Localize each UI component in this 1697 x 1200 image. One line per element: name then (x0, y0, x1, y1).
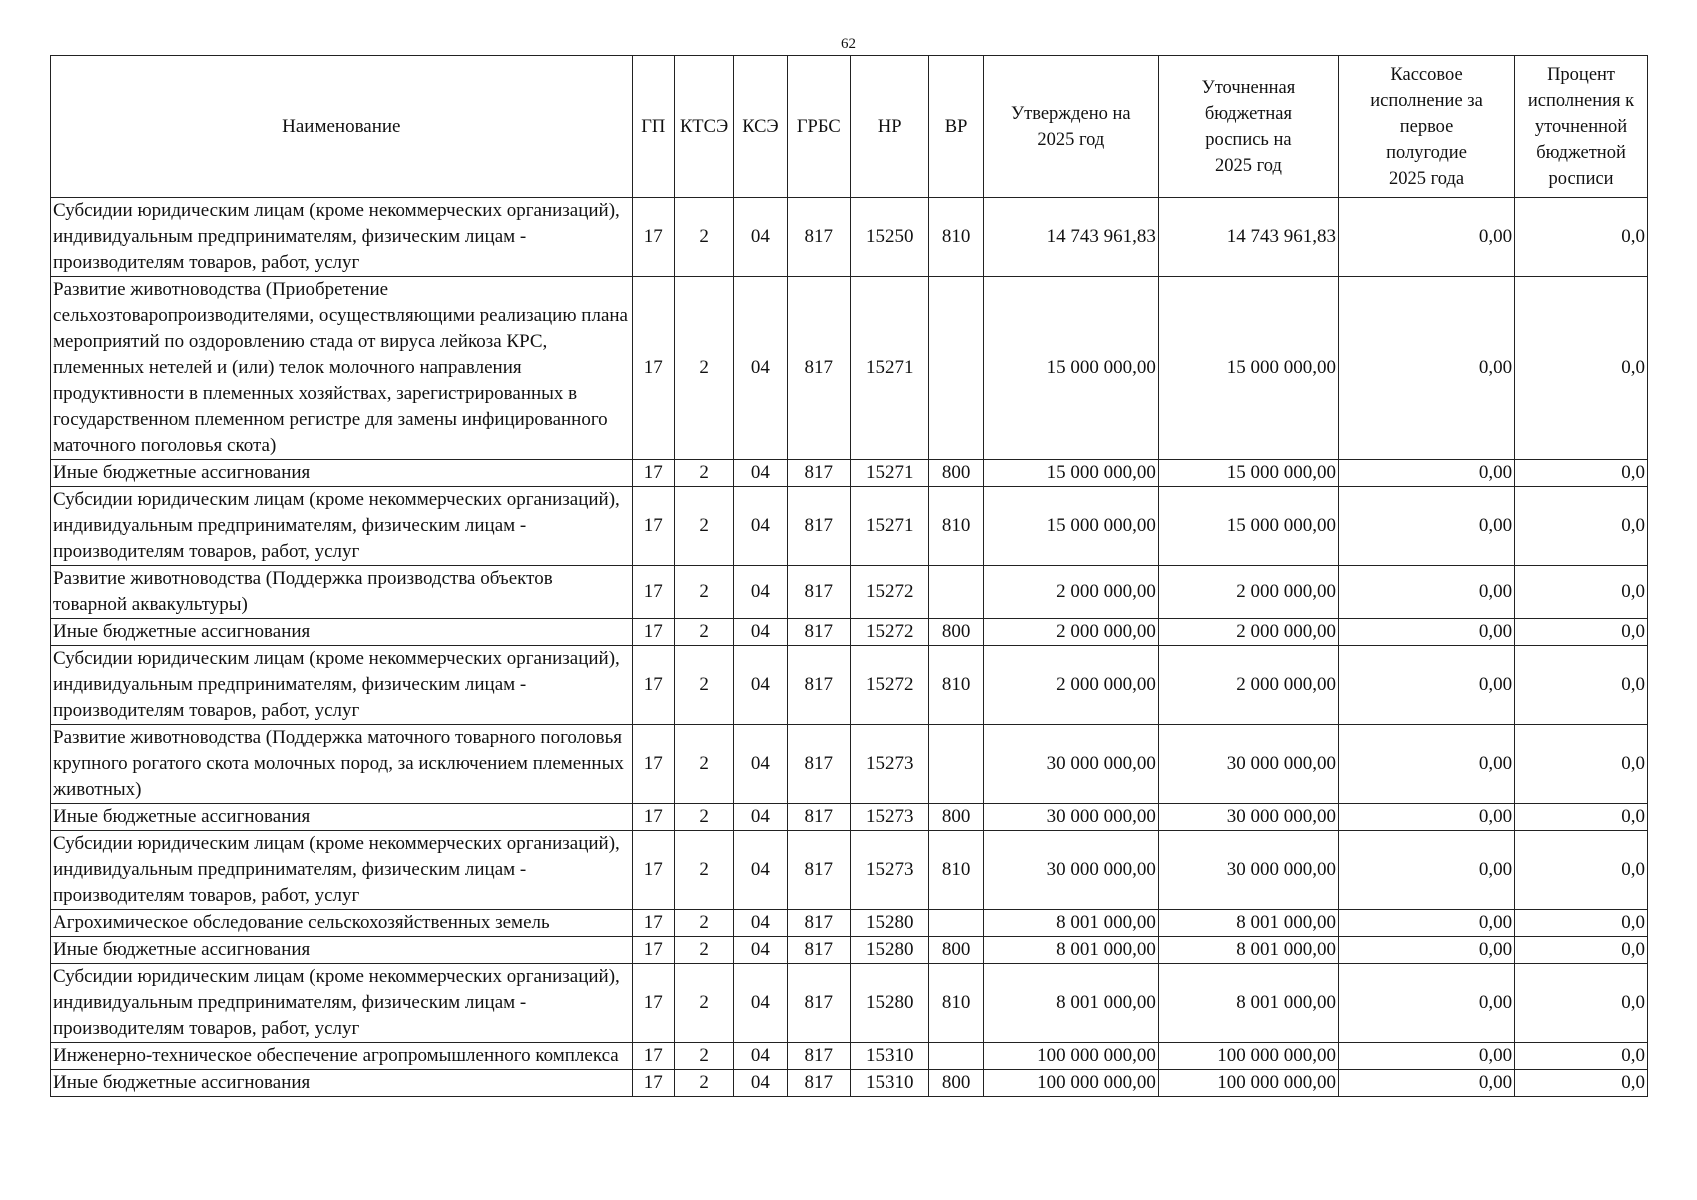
cell-vr: 810 (929, 646, 983, 725)
table-row (51, 198, 1648, 277)
header-approved: Утверждено на 2025 год (983, 56, 1158, 198)
cell-name: Иные бюджетные ассигнования (51, 804, 633, 831)
cell-cash: 0,00 (1339, 804, 1515, 831)
cell-percent: 0,0 (1515, 804, 1648, 831)
cell-nr: 15280 (850, 964, 928, 1043)
page-number: 62 (841, 36, 856, 52)
cell-ktse: 2 (674, 1070, 733, 1097)
cell-vr: 810 (929, 964, 983, 1043)
table-row (51, 804, 1648, 831)
cell-ktse: 2 (674, 277, 733, 460)
cell-kse: 04 (734, 1043, 787, 1070)
cell-refined: 15 000 000,00 (1158, 460, 1338, 487)
cell-gp: 17 (632, 831, 674, 910)
cell-gp: 17 (632, 910, 674, 937)
cell-approved: 8 001 000,00 (983, 964, 1158, 1043)
cell-approved: 100 000 000,00 (983, 1043, 1158, 1070)
cell-refined: 2 000 000,00 (1158, 619, 1338, 646)
cell-grbs: 817 (787, 910, 850, 937)
cell-nr: 15273 (850, 725, 928, 804)
table-row (51, 725, 1648, 804)
cell-approved: 8 001 000,00 (983, 937, 1158, 964)
cell-grbs: 817 (787, 460, 850, 487)
header-ktse: КТСЭ (674, 56, 733, 198)
cell-cash: 0,00 (1339, 831, 1515, 910)
cell-nr: 15250 (850, 198, 928, 277)
cell-vr (929, 566, 983, 619)
cell-cash: 0,00 (1339, 937, 1515, 964)
cell-grbs: 817 (787, 725, 850, 804)
cell-percent: 0,0 (1515, 831, 1648, 910)
cell-gp: 17 (632, 277, 674, 460)
cell-approved: 15 000 000,00 (983, 460, 1158, 487)
cell-vr: 800 (929, 804, 983, 831)
cell-kse: 04 (734, 1070, 787, 1097)
cell-refined: 8 001 000,00 (1158, 937, 1338, 964)
cell-ktse: 2 (674, 198, 733, 277)
cell-vr: 800 (929, 460, 983, 487)
cell-ktse: 2 (674, 725, 733, 804)
cell-nr: 15272 (850, 646, 928, 725)
cell-refined: 100 000 000,00 (1158, 1070, 1338, 1097)
cell-name: Субсидии юридическим лицам (кроме некоммерческих организаций), индивидуальным предпринимателям, физическим лицам - производителям товаров, работ, услуг (51, 964, 633, 1043)
cell-gp: 17 (632, 566, 674, 619)
cell-percent: 0,0 (1515, 1070, 1648, 1097)
cell-vr: 810 (929, 198, 983, 277)
cell-cash: 0,00 (1339, 487, 1515, 566)
cell-name: Агрохимическое обследование сельскохозяйственных земель (51, 910, 633, 937)
cell-kse: 04 (734, 831, 787, 910)
cell-grbs: 817 (787, 619, 850, 646)
cell-nr: 15273 (850, 831, 928, 910)
cell-name: Иные бюджетные ассигнования (51, 460, 633, 487)
cell-percent: 0,0 (1515, 460, 1648, 487)
cell-refined: 100 000 000,00 (1158, 1043, 1338, 1070)
cell-kse: 04 (734, 566, 787, 619)
cell-name: Иные бюджетные ассигнования (51, 1070, 633, 1097)
cell-approved: 15 000 000,00 (983, 487, 1158, 566)
cell-cash: 0,00 (1339, 619, 1515, 646)
cell-name: Субсидии юридическим лицам (кроме некоммерческих организаций), индивидуальным предпринимателям, физическим лицам - производителям товаров, работ, услуг (51, 831, 633, 910)
table-row (51, 910, 1648, 937)
table-row (51, 646, 1648, 725)
table-row (51, 460, 1648, 487)
cell-grbs: 817 (787, 566, 850, 619)
cell-kse: 04 (734, 646, 787, 725)
cell-cash: 0,00 (1339, 566, 1515, 619)
cell-gp: 17 (632, 804, 674, 831)
cell-grbs: 817 (787, 964, 850, 1043)
cell-grbs: 817 (787, 937, 850, 964)
cell-percent: 0,0 (1515, 964, 1648, 1043)
header-kse: КСЭ (734, 56, 787, 198)
cell-percent: 0,0 (1515, 277, 1648, 460)
cell-cash: 0,00 (1339, 910, 1515, 937)
cell-kse: 04 (734, 619, 787, 646)
cell-percent: 0,0 (1515, 937, 1648, 964)
cell-gp: 17 (632, 725, 674, 804)
cell-approved: 30 000 000,00 (983, 831, 1158, 910)
cell-refined: 30 000 000,00 (1158, 804, 1338, 831)
cell-approved: 2 000 000,00 (983, 646, 1158, 725)
cell-name: Развитие животноводства (Поддержка производства объектов товарной аквакультуры) (51, 566, 633, 619)
cell-gp: 17 (632, 937, 674, 964)
cell-kse: 04 (734, 487, 787, 566)
cell-ktse: 2 (674, 1043, 733, 1070)
table-row (51, 487, 1648, 566)
cell-vr (929, 277, 983, 460)
header-cash: Кассовое исполнение за первое полугодие 2025 года (1339, 56, 1515, 198)
cell-nr: 15272 (850, 619, 928, 646)
cell-nr: 15272 (850, 566, 928, 619)
cell-gp: 17 (632, 460, 674, 487)
header-gp: ГП (632, 56, 674, 198)
cell-gp: 17 (632, 964, 674, 1043)
cell-vr (929, 725, 983, 804)
cell-vr (929, 910, 983, 937)
cell-ktse: 2 (674, 619, 733, 646)
cell-nr: 15271 (850, 277, 928, 460)
cell-cash: 0,00 (1339, 964, 1515, 1043)
cell-approved: 2 000 000,00 (983, 619, 1158, 646)
cell-name: Субсидии юридическим лицам (кроме некоммерческих организаций), индивидуальным предпринимателям, физическим лицам - производителям товаров, работ, услуг (51, 198, 633, 277)
cell-grbs: 817 (787, 804, 850, 831)
cell-kse: 04 (734, 937, 787, 964)
cell-refined: 2 000 000,00 (1158, 566, 1338, 619)
header-grbs: ГРБС (787, 56, 850, 198)
cell-percent: 0,0 (1515, 487, 1648, 566)
cell-name: Субсидии юридическим лицам (кроме некоммерческих организаций), индивидуальным предпринимателям, физическим лицам - производителям товаров, работ, услуг (51, 487, 633, 566)
cell-name: Иные бюджетные ассигнования (51, 937, 633, 964)
cell-ktse: 2 (674, 646, 733, 725)
cell-nr: 15280 (850, 937, 928, 964)
cell-gp: 17 (632, 198, 674, 277)
header-row (51, 56, 1648, 198)
table-row (51, 619, 1648, 646)
cell-cash: 0,00 (1339, 1043, 1515, 1070)
budget-table (50, 55, 1648, 1097)
cell-percent: 0,0 (1515, 1043, 1648, 1070)
cell-grbs: 817 (787, 831, 850, 910)
table-row (51, 831, 1648, 910)
cell-cash: 0,00 (1339, 460, 1515, 487)
header-refined: Уточненная бюджетная роспись на 2025 год (1158, 56, 1338, 198)
cell-percent: 0,0 (1515, 198, 1648, 277)
cell-name: Инженерно-техническое обеспечение агропромышленного комплекса (51, 1043, 633, 1070)
cell-refined: 2 000 000,00 (1158, 646, 1338, 725)
cell-grbs: 817 (787, 646, 850, 725)
table-row (51, 1070, 1648, 1097)
table-row (51, 1043, 1648, 1070)
cell-kse: 04 (734, 277, 787, 460)
header-percent: Процент исполнения к уточненной бюджетной росписи (1515, 56, 1648, 198)
cell-approved: 15 000 000,00 (983, 277, 1158, 460)
cell-grbs: 817 (787, 1043, 850, 1070)
cell-nr: 15310 (850, 1043, 928, 1070)
cell-grbs: 817 (787, 198, 850, 277)
cell-cash: 0,00 (1339, 277, 1515, 460)
cell-refined: 15 000 000,00 (1158, 487, 1338, 566)
cell-vr: 810 (929, 831, 983, 910)
cell-percent: 0,0 (1515, 910, 1648, 937)
cell-name: Субсидии юридическим лицам (кроме некоммерческих организаций), индивидуальным предпринимателям, физическим лицам - производителям товаров, работ, услуг (51, 646, 633, 725)
cell-ktse: 2 (674, 937, 733, 964)
cell-nr: 15271 (850, 460, 928, 487)
cell-nr: 15271 (850, 487, 928, 566)
table-row (51, 937, 1648, 964)
cell-refined: 15 000 000,00 (1158, 277, 1338, 460)
cell-cash: 0,00 (1339, 646, 1515, 725)
cell-vr: 800 (929, 619, 983, 646)
table-row (51, 277, 1648, 460)
cell-gp: 17 (632, 487, 674, 566)
cell-approved: 30 000 000,00 (983, 804, 1158, 831)
cell-gp: 17 (632, 1070, 674, 1097)
header-vr: ВР (929, 56, 983, 198)
cell-approved: 8 001 000,00 (983, 910, 1158, 937)
cell-cash: 0,00 (1339, 725, 1515, 804)
cell-vr: 800 (929, 1070, 983, 1097)
cell-ktse: 2 (674, 460, 733, 487)
cell-approved: 2 000 000,00 (983, 566, 1158, 619)
cell-kse: 04 (734, 725, 787, 804)
cell-ktse: 2 (674, 831, 733, 910)
cell-kse: 04 (734, 460, 787, 487)
cell-kse: 04 (734, 804, 787, 831)
cell-ktse: 2 (674, 910, 733, 937)
table-row (51, 566, 1648, 619)
cell-refined: 8 001 000,00 (1158, 910, 1338, 937)
cell-kse: 04 (734, 198, 787, 277)
cell-grbs: 817 (787, 277, 850, 460)
cell-approved: 30 000 000,00 (983, 725, 1158, 804)
cell-name: Иные бюджетные ассигнования (51, 619, 633, 646)
table-row (51, 964, 1648, 1043)
cell-gp: 17 (632, 619, 674, 646)
cell-cash: 0,00 (1339, 1070, 1515, 1097)
cell-approved: 14 743 961,83 (983, 198, 1158, 277)
cell-name: Развитие животноводства (Приобретение сельхозтоваропроизводителями, осуществляющими реализацию плана мероприятий по оздоровлению стада от вируса лейкоза КРС, племенных нетелей и (или) телок молочного направления продуктивности в племенных хозяйствах, зарегистрированных в государственном племенном регистре для замены инфицированного маточного поголовья скота) (51, 277, 633, 460)
cell-cash: 0,00 (1339, 198, 1515, 277)
table-body (51, 198, 1648, 1097)
cell-percent: 0,0 (1515, 725, 1648, 804)
cell-grbs: 817 (787, 487, 850, 566)
cell-refined: 30 000 000,00 (1158, 725, 1338, 804)
cell-name: Развитие животноводства (Поддержка маточного товарного поголовья крупного рогатого скота молочных пород, за исключением племенных животных) (51, 725, 633, 804)
cell-nr: 15280 (850, 910, 928, 937)
cell-percent: 0,0 (1515, 646, 1648, 725)
cell-gp: 17 (632, 1043, 674, 1070)
cell-refined: 8 001 000,00 (1158, 964, 1338, 1043)
cell-refined: 30 000 000,00 (1158, 831, 1338, 910)
header-name: Наименование (51, 56, 633, 198)
cell-nr: 15273 (850, 804, 928, 831)
cell-ktse: 2 (674, 566, 733, 619)
cell-vr (929, 1043, 983, 1070)
header-nr: НР (850, 56, 928, 198)
cell-percent: 0,0 (1515, 619, 1648, 646)
cell-nr: 15310 (850, 1070, 928, 1097)
cell-ktse: 2 (674, 964, 733, 1043)
cell-approved: 100 000 000,00 (983, 1070, 1158, 1097)
cell-kse: 04 (734, 910, 787, 937)
cell-gp: 17 (632, 646, 674, 725)
cell-vr: 810 (929, 487, 983, 566)
cell-ktse: 2 (674, 804, 733, 831)
cell-vr: 800 (929, 937, 983, 964)
cell-ktse: 2 (674, 487, 733, 566)
cell-percent: 0,0 (1515, 566, 1648, 619)
cell-kse: 04 (734, 964, 787, 1043)
cell-refined: 14 743 961,83 (1158, 198, 1338, 277)
cell-grbs: 817 (787, 1070, 850, 1097)
